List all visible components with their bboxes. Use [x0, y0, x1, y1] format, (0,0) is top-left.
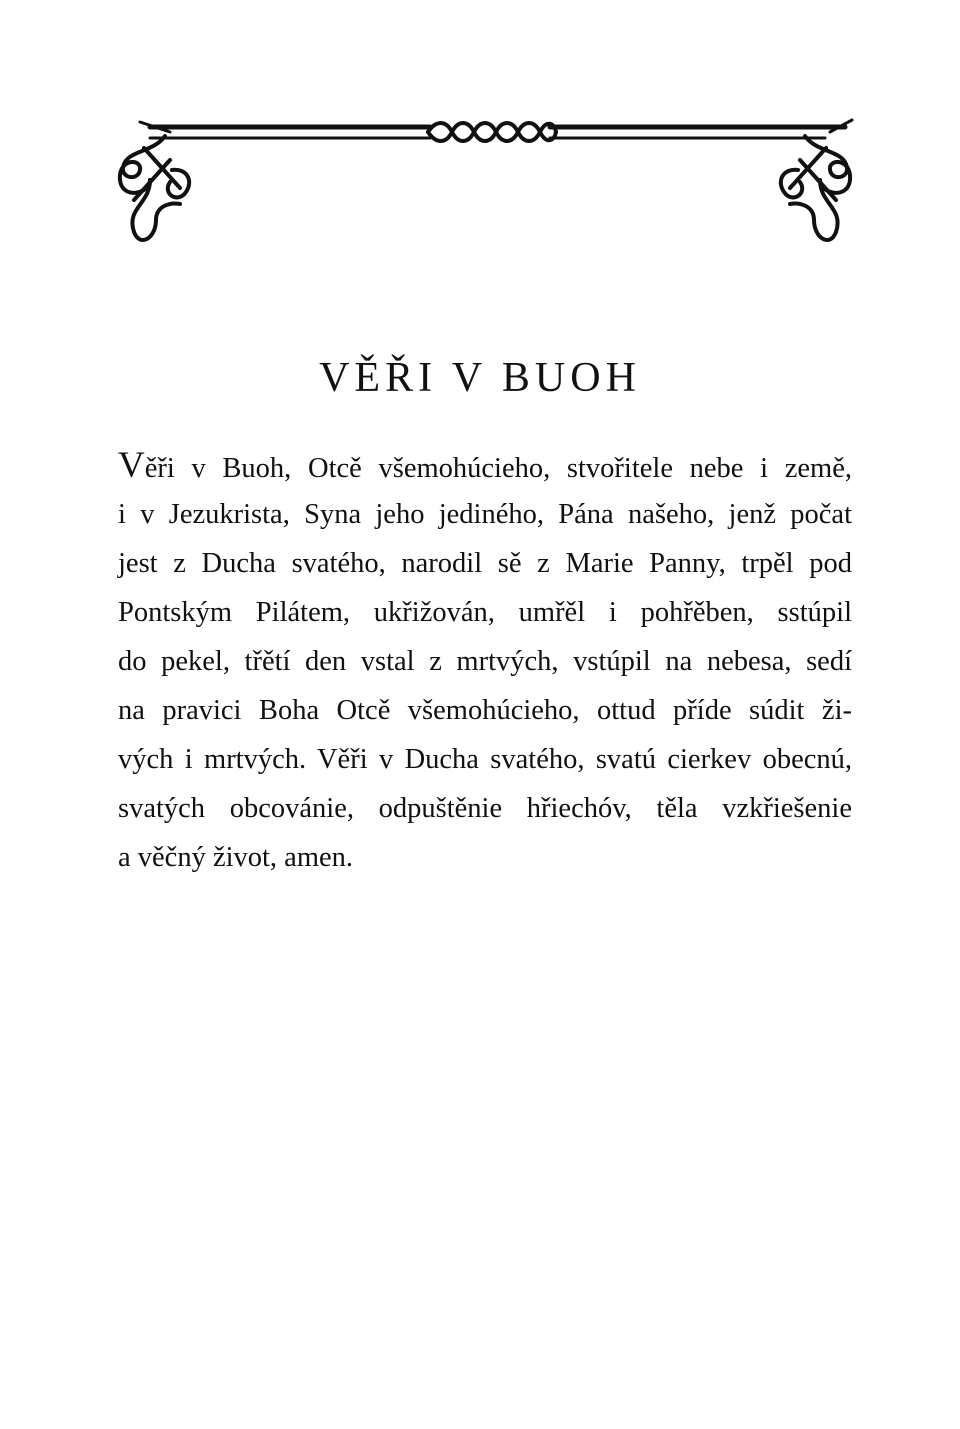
text-line: svatých obcovánie, odpuštěnie hřiechóv, těla vzkřiešenie: [118, 793, 852, 824]
decorative-headpiece-icon: [110, 108, 860, 258]
text-line: vých i mrtvých. Věři v Ducha svatého, svatú cierkev obecnú,: [118, 744, 852, 775]
text-line: na pravici Boha Otcě všemohúcieho, ottud příde súdit ži-: [118, 695, 852, 726]
text-line: a věčný život, amen.: [118, 842, 354, 873]
text-line: [118, 441, 852, 490]
text-line: do pekel, třětí den vstal z mrtvých, vstúpil na nebesa, sedí: [118, 646, 852, 677]
page-title: VĚŘI V BUOH: [319, 355, 641, 401]
text-line: jest z Ducha svatého, narodil sě z Marie Panny, trpěl pod: [118, 548, 852, 579]
text-line: i v Jezukrista, Syna jeho jediného, Pána našeho, jenž počat: [118, 499, 852, 530]
text-line: Pontským Pilátem, ukřižován, umřěl i pohřěben, sstúpil: [118, 597, 852, 628]
body-text: [118, 441, 852, 882]
drop-cap: V: [118, 445, 145, 486]
first-line-text: ěři v Buoh, Otcě všemohúcieho, stvořitele nebe i země,: [144, 453, 852, 484]
